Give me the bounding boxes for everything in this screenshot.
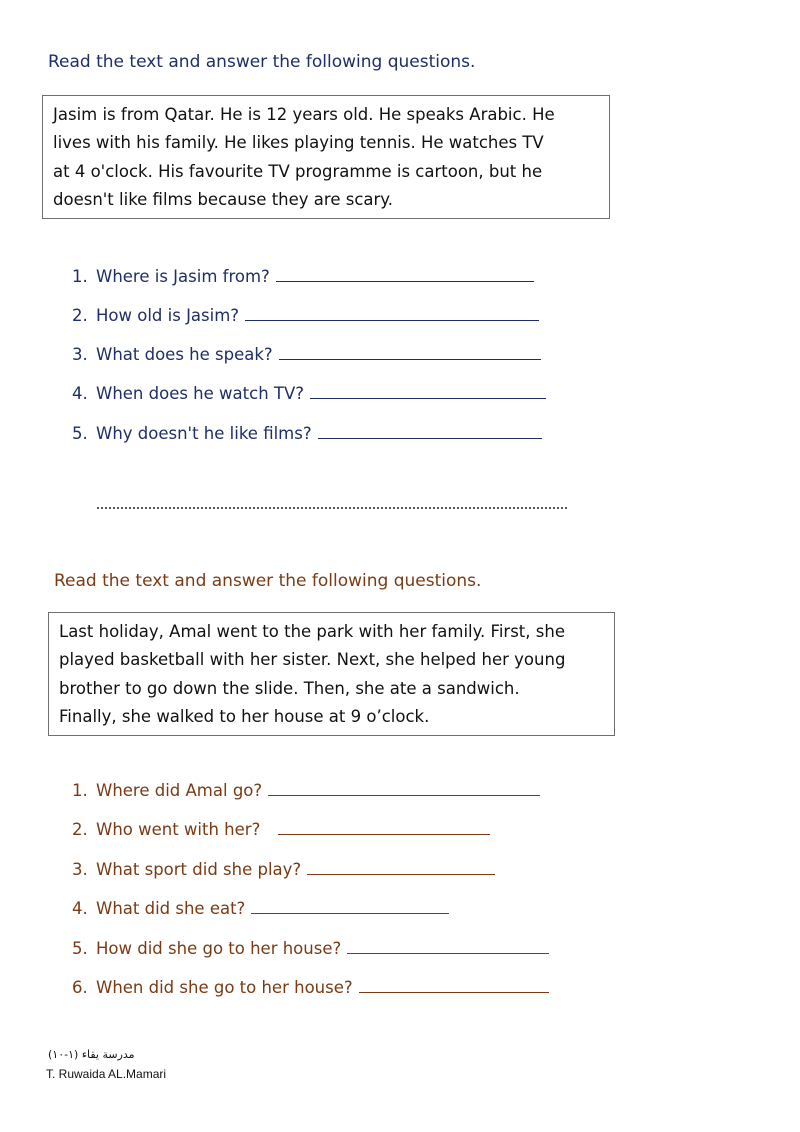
question-number: 5. [72,424,88,443]
answer-line[interactable] [245,319,539,321]
question-text: How old is Jasim? [96,306,240,325]
question-text: Where did Amal go? [96,781,263,800]
section1-question-5 [72,426,542,443]
question-number: 4. [72,384,88,403]
section2-question-6 [72,980,549,997]
answer-line[interactable] [307,873,495,875]
answer-line[interactable] [310,397,546,399]
question-number: 3. [72,860,88,879]
section1-question-4 [72,386,546,403]
dotted-separator [97,507,567,509]
question-text: Why doesn't he like films? [96,424,312,443]
answer-line[interactable] [278,833,490,835]
section2-question-1 [72,783,540,800]
question-text: What did she eat? [96,899,246,918]
section1-passage-box [42,95,610,219]
footer-school-name: مدرسة يقاء (١-١٠) [48,1048,135,1061]
section2-question-3 [72,862,495,879]
passage-line: played basketball with her sister. Next, she helped her young [59,650,566,670]
answer-line[interactable] [251,912,449,914]
section2-question-2 [72,822,490,839]
question-number: 3. [72,345,88,364]
section1-question-2 [72,308,539,325]
question-text: What does he speak? [96,345,273,364]
question-number: 1. [72,781,88,800]
question-text: When did she go to her house? [96,978,353,997]
question-text: How did she go to her house? [96,939,342,958]
question-text: When does he watch TV? [96,384,305,403]
section2-question-5 [72,941,549,958]
passage-line: Jasim is from Qatar. He is 12 years old. He speaks Arabic. He [53,105,555,124]
passage-line: lives with his family. He likes playing tennis. He watches TV [53,133,544,153]
section2-instruction: Read the text and answer the following questions. [54,571,482,591]
question-number: 2. [72,306,88,325]
answer-line[interactable] [276,280,534,282]
passage-line: brother to go down the slide. Then, she ate a sandwich. [59,678,520,698]
section1-instruction: Read the text and answer the following questions. [48,52,476,72]
section1-question-3 [72,347,541,364]
passage-line: at 4 o'clock. His favourite TV programme is cartoon, but he [53,161,543,181]
section2-passage-box [48,612,615,736]
question-number: 2. [72,820,88,839]
passage-line: Finally, she walked to her house at 9 o’clock. [59,706,430,726]
section1-question-1 [72,269,534,286]
answer-line[interactable] [359,991,549,993]
passage-line: doesn't like films because they are scary. [53,189,393,209]
question-text: Where is Jasim from? [96,267,270,286]
answer-line[interactable] [347,952,549,954]
footer-teacher-name: T. Ruwaida AL.Mamari [46,1067,167,1081]
section2-question-4 [72,901,449,918]
answer-line[interactable] [279,358,541,360]
question-text: Who went with her? [96,820,261,839]
question-number: 4. [72,899,88,918]
answer-line[interactable] [268,794,540,796]
question-text: What sport did she play? [96,860,302,879]
passage-line: Last holiday, Amal went to the park with her family. First, she [59,622,565,641]
question-number: 1. [72,267,88,286]
question-number: 5. [72,939,88,958]
answer-line[interactable] [318,437,542,439]
question-number: 6. [72,978,88,997]
